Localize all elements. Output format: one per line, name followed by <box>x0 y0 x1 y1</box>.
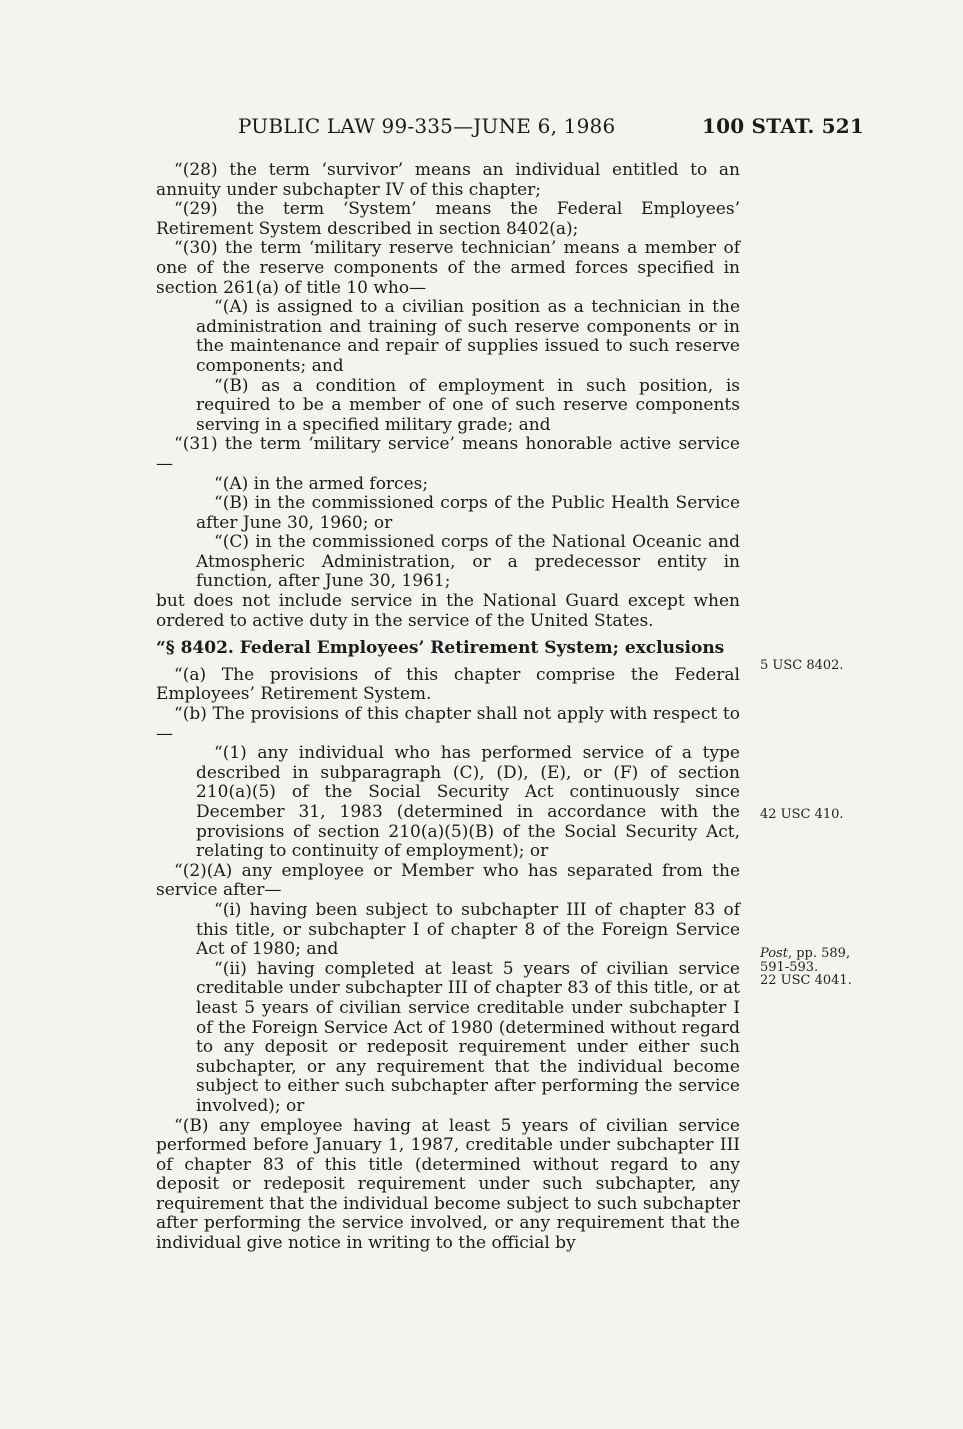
paragraph-30-b: “(B) as a condition of employment in such position, is required to be a member of one of such reserve components serving in a specified military grade; and <box>196 375 740 435</box>
margin-note-42-usc-410: 42 USC 410. <box>760 807 844 822</box>
margin-note-post-label: Post <box>760 946 788 961</box>
law-title: PUBLIC LAW 99-335—JUNE 6, 1986 <box>238 114 616 138</box>
subsection-a: “(a) The provisions of this chapter comprise the Federal Employees’ Retirement System. <box>156 664 740 705</box>
margin-note-post-pages: , pp. 589, <box>787 946 851 961</box>
margin-note-post-range: 591-593. <box>760 959 819 975</box>
paragraph-31-c: “(C) in the commissioned corps of the National Oceanic and Atmospheric Administration, or a predecessor entity in function, after June 30, 1961; <box>196 532 740 592</box>
page-header <box>238 114 864 144</box>
margin-note-22-usc-4041: 22 USC 4041. <box>760 973 852 988</box>
subsection-b-1: “(1) any individual who has performed service of a type described in subparagraph (C), (D), (E), or (F) of section 210(a)(5) of the Social Security Act continuously since December 31, 1983 (determined in accordance with the provisions of section 210(a)(5)(B) of the Social Security Act, relating to continuity of employment); or <box>196 743 740 862</box>
paragraph-31: “(31) the term ‘military service’ means honorable active service— <box>156 434 740 474</box>
paragraph-30: “(30) the term ‘military reserve technician’ means a member of one of the reserve components of the armed forces specified in section 261(a) of title 10 who— <box>156 238 740 298</box>
subsection-b-2-b: “(B) any employee having at least 5 years of civilian service performed before January 1, 1987, creditable under subchapter III of chapter 83 of this title (determined without regard to any deposit or redeposit requirement under such subchapter, any requirement that the individual become subject to such subchapter after performing the service involved, or any requirement that the individual give notice in writing to the official by <box>156 1115 740 1254</box>
margin-note-5-usc-8402: 5 USC 8402. <box>760 658 844 673</box>
subsection-b-2-a: “(2)(A) any employee or Member who has separated from the service after— <box>156 860 740 901</box>
subsection-b-2-a-i: “(i) having been subject to subchapter III of chapter 83 of this title, or subchapter I of chapter 8 of the Foreign Service Act of 1980; and <box>196 899 740 960</box>
paragraph-29: “(29) the term ‘System’ means the Federal Employees’ Retirement System described in section 8402(a); <box>156 199 740 239</box>
document-body <box>156 161 740 1254</box>
paragraph-31-tail: but does not include service in the National Guard except when ordered to active duty in the service of the United States. <box>156 591 740 631</box>
margin-note-post <box>760 947 870 988</box>
section-8402-heading: “§ 8402. Federal Employees’ Retirement System; exclusions <box>156 638 725 659</box>
paragraph-28: “(28) the term ‘survivor’ means an individual entitled to an annuity under subchapter IV of this chapter; <box>156 160 740 200</box>
statute-page-number: 100 STAT. 521 <box>702 114 864 138</box>
paragraph-31-b: “(B) in the commissioned corps of the Public Health Service after June 30, 1960; or <box>196 493 740 533</box>
subsection-b: “(b) The provisions of this chapter shall not apply with respect to— <box>156 704 740 744</box>
paragraph-31-a: “(A) in the armed forces; <box>214 473 429 494</box>
subsection-b-2-a-ii: “(ii) having completed at least 5 years of civilian service creditable under subchapter III of chapter 83 of this title, or at least 5 years of civilian service creditable under subchapter I of the Foreign Service Act of 1980 (determined without regard to any deposit or redeposit requirement under either such subchapter, or any requirement that the individual become subject to either such subchapter after performing the service involved); or <box>196 958 740 1116</box>
paragraph-30-a: “(A) is assigned to a civilian position as a technician in the administration and training of such reserve components or in the maintenance and repair of supplies issued to such reserve components; and <box>196 297 740 376</box>
